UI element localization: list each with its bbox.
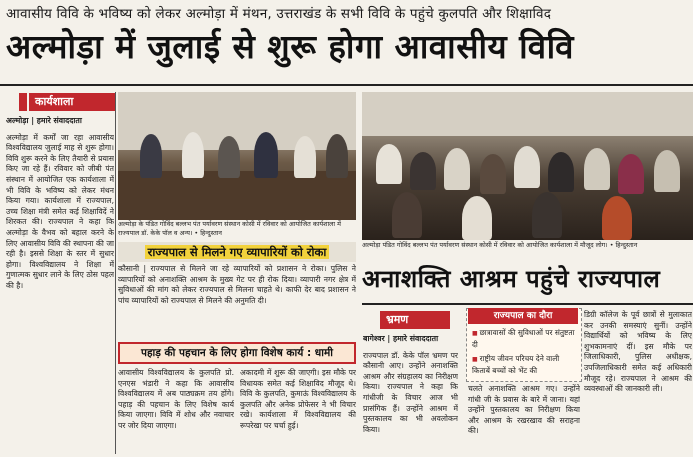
divider [0, 84, 693, 86]
photo-audience [362, 92, 693, 240]
photo-caption-1: अल्मोड़ा के पंडित गोविंद बल्लभ पंत पर्यावरण संस्थान कोसी में रविवार को आयोजित कार्यशाला में राज्यपाल डॉ. केके पॉल व अन्य। • हिन्दुस्तान [118, 220, 341, 237]
byline-1: अल्मोड़ा | हमारे संवाददाता [6, 116, 82, 125]
column-tour-body: राज्यपाल डॉ. केके पॉल भ्रमण पर कौसानी आए। उन्होंने अनाशक्ति आश्रम और संग्रहालय का निरीक्षण किया। राज्यपाल ने कहा कि गांधीजी के विचार आज भी प्रासंगिक हैं। उन्होंने आश्रम में पुस्तकालय का भी अवलोकन किया। [363, 350, 458, 434]
info-box-list [472, 328, 576, 378]
photo-workshop-stage [118, 92, 356, 220]
main-headline: अल्मोड़ा में जुलाई से शुरू होगा आवासीय विवि [6, 27, 574, 66]
byline-2: बागेश्वर | हमारे संवाददाता [363, 334, 439, 343]
list-item: ■ राष्ट्रीय जीवन परिचय देने वाली किताबें बच्चों को भेंट की [472, 354, 576, 376]
list-item: ■ छात्रावासों की सुविधाओं पर संतुष्टता दी [472, 328, 576, 350]
subhead-traders-text: राज्यपाल से मिलने गए व्यापारियों को रोका [145, 245, 330, 259]
headline-anashakti: अनाशक्ति आश्रम पहुंचे राज्यपाल [362, 265, 661, 293]
subhead-dhami: पहाड़ की पहचान के लिए होगा विशेष कार्य : धामी [118, 342, 356, 364]
divider [115, 92, 116, 454]
kicker-line: आवासीय विवि के भविष्य को लेकर अल्मोड़ा में मंथन, उत्तराखंड के सभी विवि के पहुंचे कुलपति और शिक्षाविद [6, 6, 552, 22]
column-1-body: अल्मोड़ा में कर्मों जा रहा आवासीय विश्वविद्यालय जुलाई माह से शुरू होगा। विवि शुरू करने के लिए तैयारी से प्रयास किए जा रहे हैं। रविवार को जीबी पंत संस्थान में आयोजित एक कार्यशाला में भी विवि के भविष्य को लेकर मंथन किया गया। कार्यशाला में राज्यपाल, उच्च शिक्षा मंत्री समेत कई शिक्षाविदें ने शिरकत की। राज्यपाल ने कहा कि अल्मोड़ा के वैभव को बहाल करने के लिए आवासीय विवि की स्थापना की जा रही है। इससे शिक्षा के स्तर में सुधार होगा। विश्वविद्यालय ने शिक्षा में गुणात्मक सुधार लाने के लिए ठोस पहल की है। [6, 132, 114, 290]
column-tour [363, 334, 458, 456]
column-dhami-b: अकादमी में शुरू की जाएगी। इस मौके पर विधायक समेत कई शिक्षाविद मौजूद थे। विवि के कुलपति, कुमाऊं विश्वविद्यालय के कुलपति और अनेक प्रोफेसर ने भी विचार रखे। कार्यशाला में विश्वविद्यालय की रूपरेखा पर चर्चा हुई। [240, 368, 356, 430]
column-1 [6, 116, 114, 454]
divider [362, 303, 693, 305]
section-tag-tour: भ्रमण [380, 311, 450, 329]
subhead-traders [118, 242, 356, 262]
photo-caption-2: अल्मोड़ा पंडित गोविंद बल्लभ पंत पर्यावरण संस्थान कोसी में रविवार को आयोजित कार्यशाला में मौजूद लोग। • हिन्दुस्तान [362, 241, 638, 249]
column-tour-3: डिग्री कॉलेज के पूर्व छात्रों से मुलाकात कर उनकी समस्याएं सुनीं। उन्होंने विद्यार्थियों को भविष्य के लिए शुभकामनाएं दीं। इस मौके पर जिलाधिकारी, पुलिस अधीक्षक, उपजिलाधिकारी समेत कई अधिकारी मौजूद रहे। राज्यपाल ने आश्रम की व्यवस्थाओं की जानकारी ली। [584, 310, 692, 394]
column-tour-2: चलते अनाशक्ति आश्रम गए। उन्होंने गांधी जी के प्रवास के बारे में जाना। यहां उन्होंने पुस्तकालय का निरीक्षण किया और आश्रम के रखरखाव की सराहना की। [468, 384, 580, 436]
column-dhami-a: आवासीय विश्वविद्यालय के कुलपति प्रो. एनएस भंडारी ने कहा कि आवासीय विश्वविद्यालय में अब पाठ्यक्रम तय होंगे। पहाड़ की पहचान के लिए विशेष कार्य किया जाएगा। विवि में शोध और नवाचार पर जोर दिया जाएगा। [118, 368, 234, 430]
info-box-title: राज्यपाल का दौरा [468, 308, 578, 324]
column-traders: कौसानी | राज्यपाल से मिलने जा रहे व्यापारियों को प्रशासन ने रोका। पुलिस ने व्यापारियों को अनाशक्ति आश्रम के मुख्य गेट पर ही रोक दिया। व्यापारी नगर क्षेत्र में सुविधाओं की मांग को लेकर राज्यपाल से मिलना चाहते थे। काफी देर बाद प्रशासन ने पांच व्यापारियों को राज्यपाल से मिलने की अनुमति दी। [118, 264, 356, 305]
section-tag-workshop: कार्यशाला [29, 93, 115, 111]
